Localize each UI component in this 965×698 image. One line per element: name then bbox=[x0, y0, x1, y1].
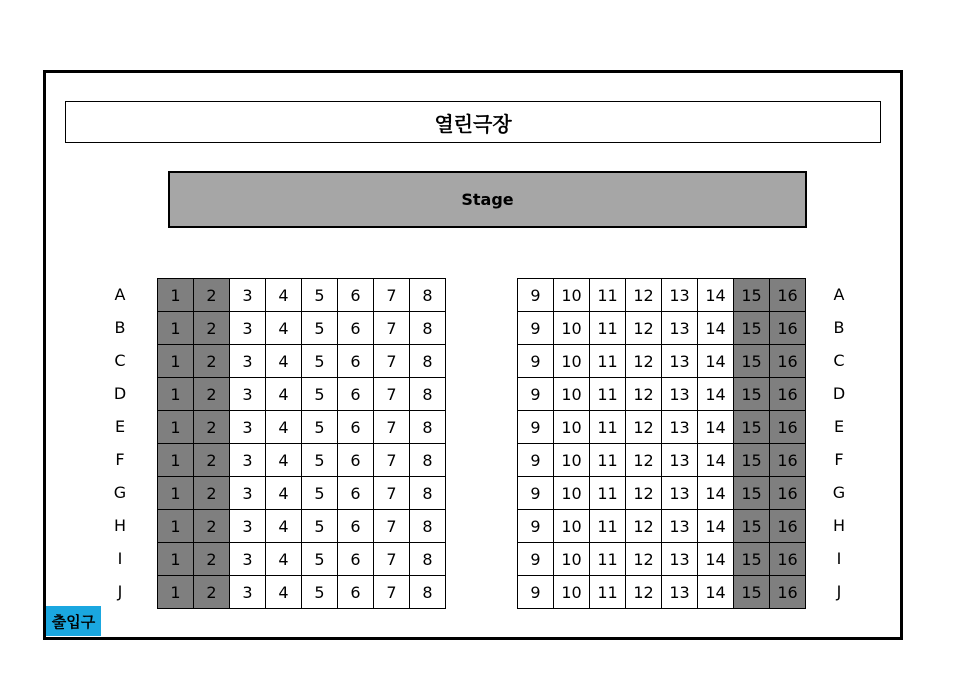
seat[interactable]: 2 bbox=[194, 576, 230, 609]
seat[interactable]: 15 bbox=[734, 312, 770, 345]
seat[interactable]: 16 bbox=[770, 477, 806, 510]
seat[interactable]: 12 bbox=[626, 477, 662, 510]
seat[interactable]: 6 bbox=[338, 543, 374, 576]
seat-row-j bbox=[518, 576, 806, 609]
seat[interactable]: 1 bbox=[158, 345, 194, 378]
row-label-right: J bbox=[836, 582, 842, 601]
seat[interactable]: 12 bbox=[626, 510, 662, 543]
seat-row-e bbox=[518, 411, 806, 444]
seat[interactable]: 11 bbox=[590, 378, 626, 411]
seat[interactable]: 14 bbox=[698, 444, 734, 477]
seat[interactable]: 2 bbox=[194, 312, 230, 345]
seat[interactable]: 5 bbox=[302, 477, 338, 510]
seat[interactable]: 9 bbox=[518, 378, 554, 411]
seat[interactable]: 6 bbox=[338, 411, 374, 444]
seat[interactable]: 10 bbox=[554, 378, 590, 411]
seat[interactable]: 9 bbox=[518, 444, 554, 477]
seat-row-d bbox=[518, 378, 806, 411]
seat[interactable]: 3 bbox=[230, 312, 266, 345]
row-label-left: C bbox=[114, 351, 126, 370]
seat-row-a bbox=[158, 279, 446, 312]
seat[interactable]: 6 bbox=[338, 312, 374, 345]
row-label-left: E bbox=[114, 417, 126, 436]
seat[interactable]: 12 bbox=[626, 411, 662, 444]
seat[interactable]: 13 bbox=[662, 378, 698, 411]
seat[interactable]: 2 bbox=[194, 444, 230, 477]
seat[interactable]: 12 bbox=[626, 312, 662, 345]
seat[interactable]: 6 bbox=[338, 444, 374, 477]
seat[interactable]: 15 bbox=[734, 576, 770, 609]
row-label-right: A bbox=[833, 285, 845, 304]
seat[interactable]: 10 bbox=[554, 279, 590, 312]
seat[interactable]: 15 bbox=[734, 543, 770, 576]
seat[interactable]: 10 bbox=[554, 444, 590, 477]
seat[interactable]: 14 bbox=[698, 411, 734, 444]
seat[interactable]: 5 bbox=[302, 444, 338, 477]
seat[interactable]: 8 bbox=[410, 279, 446, 312]
seat[interactable]: 8 bbox=[410, 444, 446, 477]
row-label-left: H bbox=[113, 516, 127, 535]
seat[interactable]: 16 bbox=[770, 378, 806, 411]
seat[interactable]: 9 bbox=[518, 345, 554, 378]
seat[interactable]: 3 bbox=[230, 279, 266, 312]
seat-row-f bbox=[158, 444, 446, 477]
seat[interactable]: 10 bbox=[554, 576, 590, 609]
seat[interactable]: 2 bbox=[194, 477, 230, 510]
seat[interactable]: 12 bbox=[626, 279, 662, 312]
seat[interactable]: 16 bbox=[770, 312, 806, 345]
seat[interactable]: 6 bbox=[338, 345, 374, 378]
seat[interactable]: 7 bbox=[374, 345, 410, 378]
seat[interactable]: 10 bbox=[554, 543, 590, 576]
seat[interactable]: 12 bbox=[626, 345, 662, 378]
seat[interactable]: 4 bbox=[266, 477, 302, 510]
seat[interactable]: 16 bbox=[770, 411, 806, 444]
seat[interactable]: 6 bbox=[338, 378, 374, 411]
seat[interactable]: 13 bbox=[662, 345, 698, 378]
seat-row-f bbox=[518, 444, 806, 477]
row-label-left: G bbox=[113, 483, 127, 502]
row-label-right: C bbox=[833, 351, 845, 370]
stage: Stage bbox=[168, 171, 807, 228]
seat[interactable]: 2 bbox=[194, 279, 230, 312]
seat[interactable]: 9 bbox=[518, 576, 554, 609]
theater-title: 열린극장 bbox=[65, 101, 881, 143]
seat[interactable]: 15 bbox=[734, 378, 770, 411]
seat[interactable]: 11 bbox=[590, 576, 626, 609]
seat[interactable]: 7 bbox=[374, 411, 410, 444]
seat[interactable]: 14 bbox=[698, 477, 734, 510]
seat[interactable]: 5 bbox=[302, 510, 338, 543]
row-label-left: A bbox=[114, 285, 126, 304]
seat-row-j bbox=[158, 576, 446, 609]
seat[interactable]: 15 bbox=[734, 444, 770, 477]
seat[interactable]: 7 bbox=[374, 279, 410, 312]
seat[interactable]: 2 bbox=[194, 378, 230, 411]
row-label-right: B bbox=[833, 318, 845, 337]
seat[interactable]: 15 bbox=[734, 477, 770, 510]
seat[interactable]: 9 bbox=[518, 477, 554, 510]
seat[interactable]: 14 bbox=[698, 576, 734, 609]
seat[interactable]: 1 bbox=[158, 477, 194, 510]
exit-sign: 출입구 bbox=[46, 606, 101, 636]
seat[interactable]: 14 bbox=[698, 345, 734, 378]
seat[interactable]: 13 bbox=[662, 444, 698, 477]
row-label-left: I bbox=[117, 549, 123, 568]
seat[interactable]: 4 bbox=[266, 444, 302, 477]
seat[interactable]: 10 bbox=[554, 312, 590, 345]
row-label-left: D bbox=[113, 384, 127, 403]
row-label-left: J bbox=[117, 582, 123, 601]
seat[interactable]: 6 bbox=[338, 576, 374, 609]
row-label-right: F bbox=[834, 450, 844, 469]
seat-row-h bbox=[518, 510, 806, 543]
seat[interactable]: 13 bbox=[662, 576, 698, 609]
seat[interactable]: 5 bbox=[302, 345, 338, 378]
row-labels-right bbox=[824, 278, 854, 608]
seat[interactable]: 13 bbox=[662, 411, 698, 444]
seat[interactable]: 14 bbox=[698, 543, 734, 576]
seat[interactable]: 2 bbox=[194, 543, 230, 576]
seat[interactable]: 3 bbox=[230, 576, 266, 609]
seat-row-a bbox=[518, 279, 806, 312]
seat[interactable]: 13 bbox=[662, 510, 698, 543]
seat[interactable]: 15 bbox=[734, 345, 770, 378]
seat[interactable]: 12 bbox=[626, 378, 662, 411]
seat-row-h bbox=[158, 510, 446, 543]
seat[interactable]: 9 bbox=[518, 510, 554, 543]
seat[interactable]: 2 bbox=[194, 510, 230, 543]
seat[interactable]: 10 bbox=[554, 411, 590, 444]
seat[interactable]: 15 bbox=[734, 279, 770, 312]
seat[interactable]: 14 bbox=[698, 312, 734, 345]
seat-row-c bbox=[158, 345, 446, 378]
seat-row-d bbox=[158, 378, 446, 411]
seat[interactable]: 9 bbox=[518, 543, 554, 576]
seat[interactable]: 16 bbox=[770, 345, 806, 378]
seat[interactable]: 11 bbox=[590, 312, 626, 345]
seat[interactable]: 3 bbox=[230, 378, 266, 411]
seat[interactable]: 11 bbox=[590, 345, 626, 378]
row-label-right: D bbox=[832, 384, 846, 403]
seat-row-e bbox=[158, 411, 446, 444]
seat[interactable]: 7 bbox=[374, 543, 410, 576]
seat[interactable]: 13 bbox=[662, 279, 698, 312]
seat[interactable]: 4 bbox=[266, 378, 302, 411]
seat[interactable]: 6 bbox=[338, 510, 374, 543]
seat[interactable]: 11 bbox=[590, 279, 626, 312]
seat[interactable]: 4 bbox=[266, 312, 302, 345]
seat[interactable]: 14 bbox=[698, 279, 734, 312]
seat[interactable]: 6 bbox=[338, 477, 374, 510]
seat[interactable]: 16 bbox=[770, 543, 806, 576]
seat[interactable]: 4 bbox=[266, 576, 302, 609]
seat[interactable]: 8 bbox=[410, 345, 446, 378]
seat[interactable]: 3 bbox=[230, 477, 266, 510]
seat[interactable]: 11 bbox=[590, 510, 626, 543]
seat[interactable]: 8 bbox=[410, 510, 446, 543]
seat[interactable]: 1 bbox=[158, 378, 194, 411]
seat[interactable]: 16 bbox=[770, 576, 806, 609]
row-label-right: I bbox=[836, 549, 842, 568]
row-label-left: B bbox=[114, 318, 126, 337]
seat[interactable]: 4 bbox=[266, 279, 302, 312]
seat[interactable]: 7 bbox=[374, 477, 410, 510]
seat[interactable]: 10 bbox=[554, 345, 590, 378]
seat[interactable]: 4 bbox=[266, 345, 302, 378]
seat[interactable]: 10 bbox=[554, 477, 590, 510]
seat[interactable]: 1 bbox=[158, 411, 194, 444]
seat[interactable]: 1 bbox=[158, 576, 194, 609]
seat-row-b bbox=[518, 312, 806, 345]
row-label-left: F bbox=[115, 450, 125, 469]
seat[interactable]: 13 bbox=[662, 312, 698, 345]
seat[interactable]: 8 bbox=[410, 576, 446, 609]
seat[interactable]: 3 bbox=[230, 345, 266, 378]
seat[interactable]: 10 bbox=[554, 510, 590, 543]
seat[interactable]: 13 bbox=[662, 477, 698, 510]
seat-row-i bbox=[518, 543, 806, 576]
seat[interactable]: 11 bbox=[590, 477, 626, 510]
seat[interactable]: 5 bbox=[302, 411, 338, 444]
seat[interactable]: 16 bbox=[770, 510, 806, 543]
seat[interactable]: 1 bbox=[158, 312, 194, 345]
seat[interactable]: 9 bbox=[518, 411, 554, 444]
seat[interactable]: 5 bbox=[302, 279, 338, 312]
seat[interactable]: 5 bbox=[302, 312, 338, 345]
seat[interactable]: 14 bbox=[698, 510, 734, 543]
seat[interactable]: 3 bbox=[230, 543, 266, 576]
seat[interactable]: 12 bbox=[626, 543, 662, 576]
seat-row-g bbox=[158, 477, 446, 510]
seat[interactable]: 1 bbox=[158, 279, 194, 312]
seat[interactable]: 3 bbox=[230, 411, 266, 444]
seat[interactable]: 8 bbox=[410, 543, 446, 576]
seat[interactable]: 7 bbox=[374, 378, 410, 411]
seat[interactable]: 2 bbox=[194, 345, 230, 378]
seat[interactable]: 3 bbox=[230, 444, 266, 477]
row-label-right: H bbox=[832, 516, 846, 535]
seat[interactable]: 11 bbox=[590, 444, 626, 477]
row-label-right: G bbox=[832, 483, 846, 502]
seat[interactable]: 9 bbox=[518, 312, 554, 345]
seat[interactable]: 6 bbox=[338, 279, 374, 312]
seat[interactable]: 1 bbox=[158, 444, 194, 477]
seat[interactable]: 12 bbox=[626, 444, 662, 477]
seat[interactable]: 15 bbox=[734, 510, 770, 543]
row-label-right: E bbox=[833, 417, 845, 436]
seat[interactable]: 14 bbox=[698, 378, 734, 411]
seat[interactable]: 11 bbox=[590, 411, 626, 444]
seat[interactable]: 9 bbox=[518, 279, 554, 312]
seat[interactable]: 8 bbox=[410, 477, 446, 510]
seat-row-g bbox=[518, 477, 806, 510]
seat[interactable]: 16 bbox=[770, 444, 806, 477]
seat[interactable]: 5 bbox=[302, 543, 338, 576]
row-labels-left bbox=[105, 278, 135, 608]
seat[interactable]: 13 bbox=[662, 543, 698, 576]
seat[interactable]: 8 bbox=[410, 378, 446, 411]
seat-block-left bbox=[157, 278, 446, 609]
seat[interactable]: 5 bbox=[302, 576, 338, 609]
seat[interactable]: 1 bbox=[158, 543, 194, 576]
seat-row-b bbox=[158, 312, 446, 345]
seat[interactable]: 8 bbox=[410, 411, 446, 444]
seat-block-right bbox=[517, 278, 806, 609]
seat[interactable]: 15 bbox=[734, 411, 770, 444]
seat[interactable]: 8 bbox=[410, 312, 446, 345]
seat[interactable]: 11 bbox=[590, 543, 626, 576]
seat[interactable]: 7 bbox=[374, 444, 410, 477]
seat[interactable]: 3 bbox=[230, 510, 266, 543]
seat-row-i bbox=[158, 543, 446, 576]
seat[interactable]: 7 bbox=[374, 576, 410, 609]
seat[interactable]: 4 bbox=[266, 411, 302, 444]
seat[interactable]: 7 bbox=[374, 312, 410, 345]
seat[interactable]: 16 bbox=[770, 279, 806, 312]
seat-row-c bbox=[518, 345, 806, 378]
seat[interactable]: 4 bbox=[266, 543, 302, 576]
seat[interactable]: 5 bbox=[302, 378, 338, 411]
seat[interactable]: 4 bbox=[266, 510, 302, 543]
seat[interactable]: 2 bbox=[194, 411, 230, 444]
seat[interactable]: 12 bbox=[626, 576, 662, 609]
seat[interactable]: 1 bbox=[158, 510, 194, 543]
seat[interactable]: 7 bbox=[374, 510, 410, 543]
